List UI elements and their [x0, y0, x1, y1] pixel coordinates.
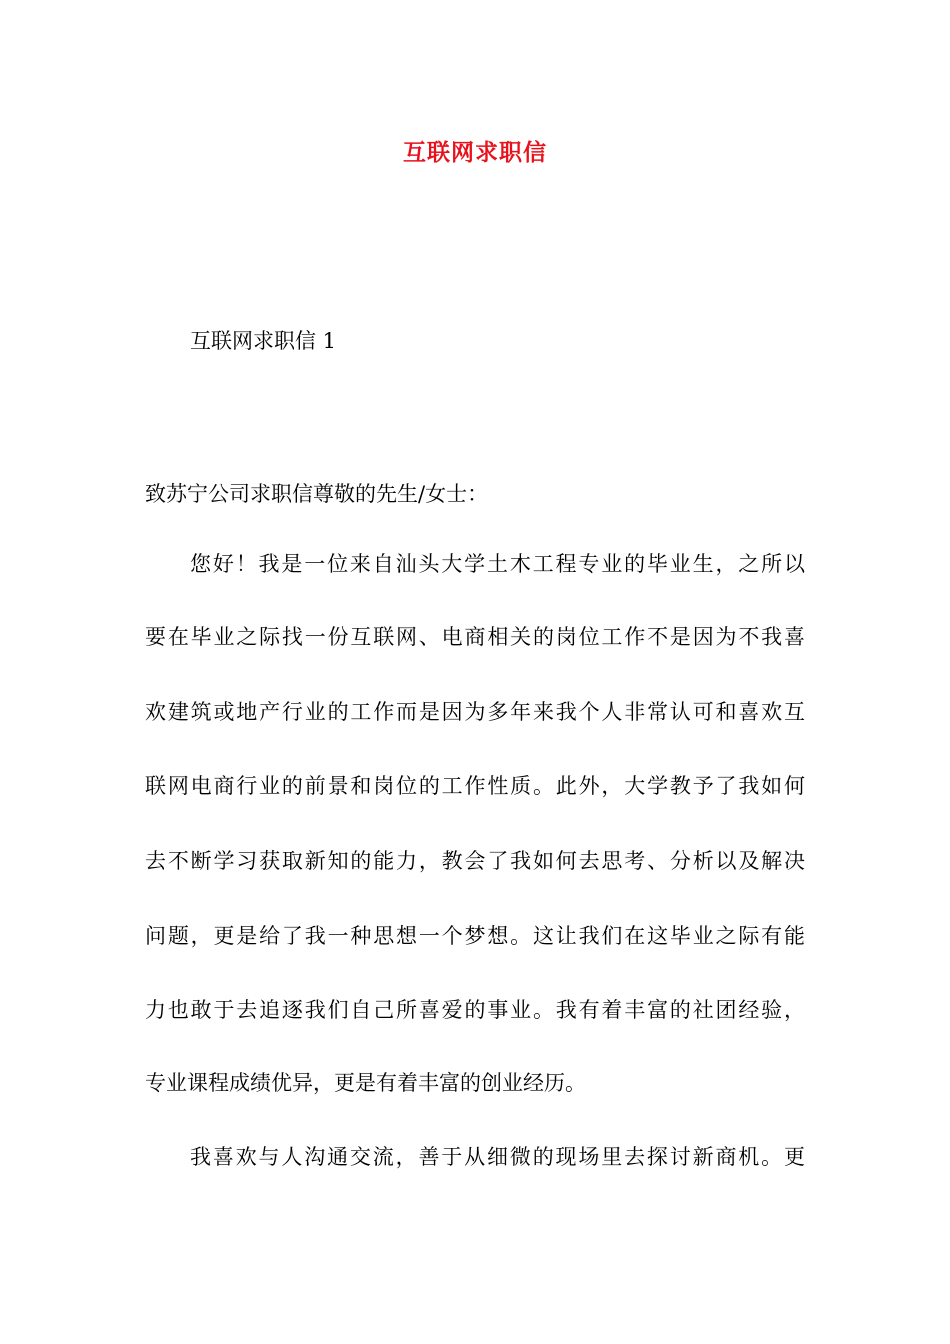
paragraph-line: 专业课程成绩优异，更是有着丰富的创业经历。	[145, 1071, 586, 1095]
paragraph-line: 力也敢于去追逐我们自己所喜爱的事业。我有着丰富的社团经验，	[145, 998, 805, 1022]
salutation-line: 致苏宁公司求职信尊敬的先生/女士：	[145, 482, 489, 506]
paragraph-line: 要在毕业之际找一份互联网、电商相关的岗位工作不是因为不我喜	[145, 625, 805, 649]
paragraph-line: 我喜欢与人沟通交流，善于从细微的现场里去探讨新商机。更	[190, 1145, 805, 1169]
paragraph-line: 问题，更是给了我一种思想一个梦想。这让我们在这毕业之际有能	[145, 924, 805, 948]
section-heading: 互联网求职信 1	[190, 329, 337, 353]
document-title: 互联网求职信	[403, 139, 547, 166]
paragraph-line: 您好！我是一位来自汕头大学土木工程专业的毕业生，之所以	[190, 552, 805, 576]
paragraph-line: 联网电商行业的前景和岗位的工作性质。此外，大学教予了我如何	[145, 774, 805, 798]
paragraph-line: 去不断学习获取新知的能力，教会了我如何去思考、分析以及解决	[145, 849, 805, 873]
paragraph-line: 欢建筑或地产行业的工作而是因为多年来我个人非常认可和喜欢互	[145, 700, 805, 724]
